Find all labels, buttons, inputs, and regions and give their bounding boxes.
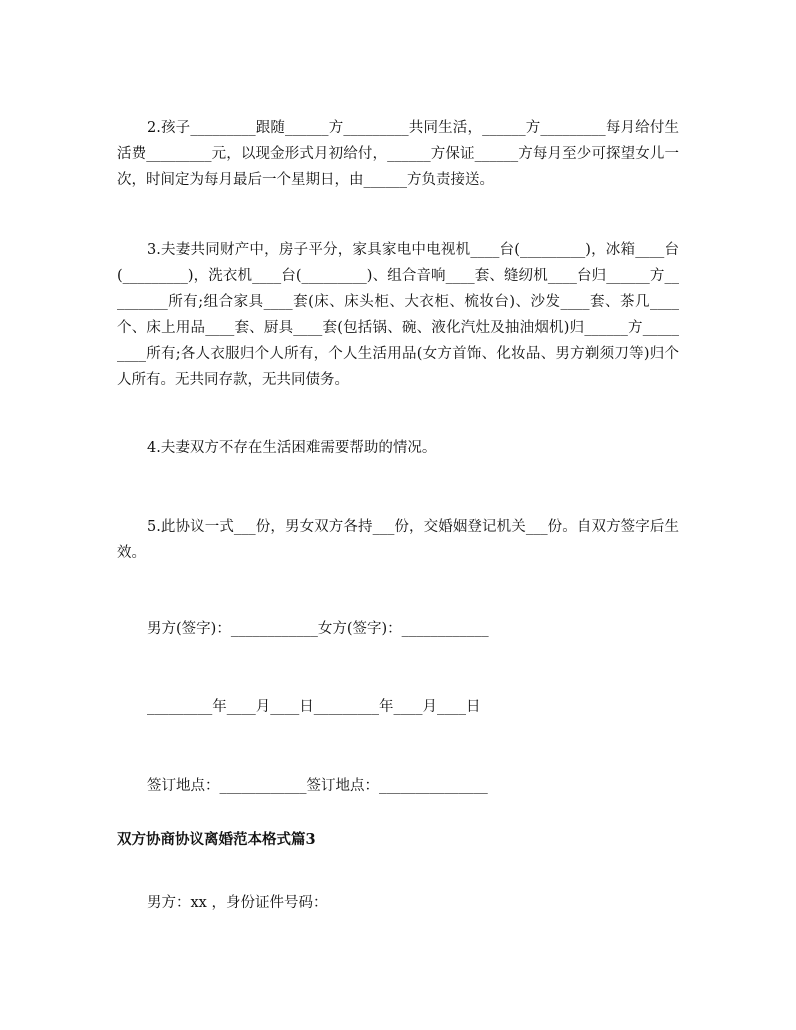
male-party-line: 男方：xx ，身份证件号码： (147, 895, 328, 911)
signature-line: 男方(签字)：____________女方(签字)：____________ (147, 621, 489, 637)
section-title: 双方协商协议离婚范本格式篇3 (117, 831, 316, 848)
date-line: _________年____月____日_________年____月____日 (147, 699, 481, 715)
clause-3-property-division: 3.夫妻共同财产中，房子平分，家具家电中电视机____台(_________)，冰箱____台(_________)，洗衣机____台(_________)、组合音响____套、缝纫机____台归______方_________所有;组合家具____套(床、床头柜、大衣柜、梳妆台)、沙发____套、茶几____个、床上用品____套、厨具____套(包括锅、碗、液化汽灶及抽油烟机)归______方_________所有;各人衣服归个人所有，个人生活用品(女方首饰、化妆品、男方剃须刀等)归个人所有。无共同存款，无共同债务。 (117, 242, 679, 388)
clause-4-no-hardship: 4.夫妻双方不存在生活困难需要帮助的情况。 (147, 440, 437, 456)
signing-place-line: 签订地点：____________签订地点：_______________ (147, 778, 488, 794)
clause-5-copies: 5.此协议一式___份，男女双方各持___份，交婚姻登记机关___份。自双方签字后生效。 (117, 519, 679, 561)
clause-2-child-custody: 2.孩子_________跟随______方_________共同生活，______方_________每月给付生活费_________元，以现金形式月初给付，______方保证______方每月至少可探望女儿一次，时间定为每月最后一个星期日，由______方负责接送。 (117, 120, 679, 188)
